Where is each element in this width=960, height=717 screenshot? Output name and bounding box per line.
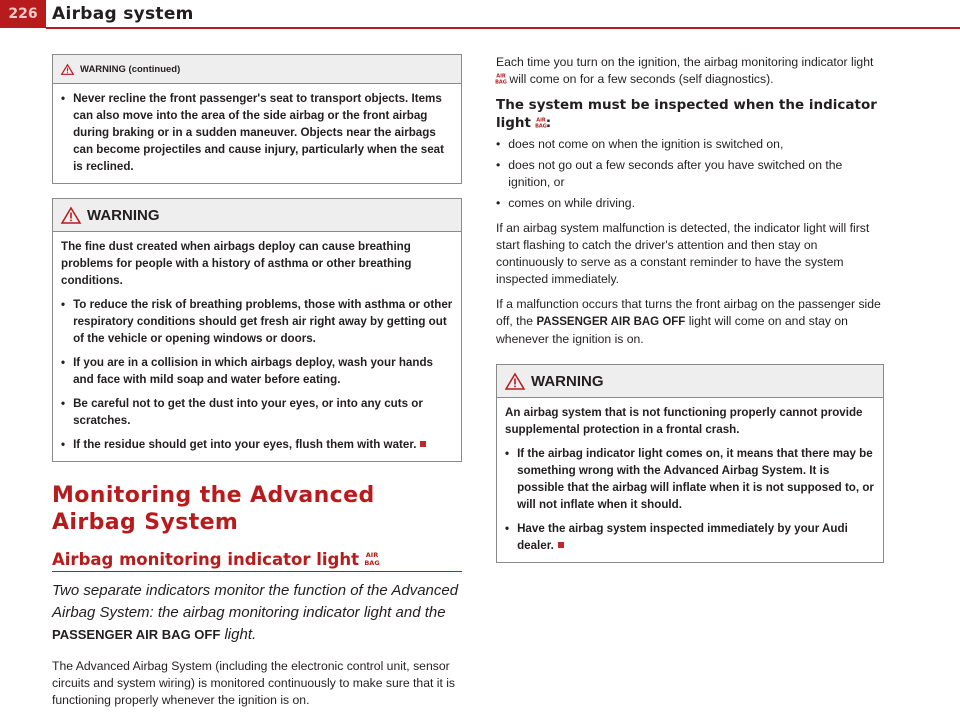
end-of-section-mark bbox=[420, 441, 426, 447]
inspection-subhead: The system must be inspected when the indicator light AIR BAG : bbox=[496, 97, 877, 131]
svg-text:AIR: AIR bbox=[365, 551, 378, 559]
right-column bbox=[496, 54, 884, 577]
warning-dust-header bbox=[53, 199, 461, 232]
malfunction-paragraph: If an airbag system malfunction is detected, the indicator light will first start flashing to catch the driver's attention and then stay on continuously to serve as a constant reminder to have the system inspected immediately. bbox=[496, 221, 870, 286]
header-rule bbox=[46, 27, 960, 29]
section-intro: Two separate indicators monitor the function of the Advanced Airbag System: the airbag monitoring indicator light and the PASSENGER AIR BAG OFF light. bbox=[52, 582, 459, 643]
left-column bbox=[52, 54, 462, 717]
self-diagnostics-paragraph: Each time you turn on the ignition, the airbag monitoring indicator light AIR BAG will come on for a few seconds (self diagnostics). bbox=[495, 55, 874, 86]
warning-dust-bullet: • If you are in a collision in which airbags deploy, wash your hands and face with mild soap and water before eating. bbox=[61, 356, 433, 386]
warning-continued-header bbox=[53, 55, 461, 84]
warning-dust-box bbox=[52, 198, 462, 462]
end-of-section-mark bbox=[558, 542, 564, 548]
warning-system-box bbox=[496, 364, 884, 563]
airbag-indicator-icon bbox=[536, 116, 546, 129]
warning-triangle-icon bbox=[61, 207, 81, 224]
svg-text:AIR: AIR bbox=[496, 73, 506, 80]
warning-triangle-icon bbox=[61, 64, 74, 75]
inspection-bullet: • does not come on when the ignition is switched on, bbox=[496, 137, 784, 151]
warning-dust-heading: WARNING bbox=[87, 207, 160, 224]
warning-system-header bbox=[497, 365, 883, 398]
passenger-off-paragraph: If a malfunction occurs that turns the front airbag on the passenger side off, the PASSENGER AIR BAG OFF light will come on and stay on whenever the ignition is on. bbox=[496, 297, 881, 346]
page-number: 226 bbox=[0, 0, 46, 28]
warning-triangle-icon bbox=[505, 373, 525, 390]
airbag-indicator-icon bbox=[496, 72, 506, 85]
inspection-bullet: • comes on while driving. bbox=[496, 196, 635, 210]
svg-text:AIR: AIR bbox=[535, 117, 546, 124]
warning-dust-intro: The fine dust created when airbags deploy can cause breathing problems for people with a history of asthma or other breathing conditions. bbox=[61, 240, 412, 287]
svg-text:BAG: BAG bbox=[495, 79, 507, 86]
inspection-bullet: • does not go out a few seconds after you have switched on the ignition, or bbox=[496, 158, 843, 189]
svg-text:BAG: BAG bbox=[534, 123, 547, 130]
warning-dust-bullet: • To reduce the risk of breathing problems, those with asthma or other respiratory conditions should get fresh air right away by getting out of the vehicle or opening windows or doors. bbox=[61, 298, 453, 345]
warning-system-bullet: • Have the airbag system inspected immediately by your Audi dealer. bbox=[505, 522, 848, 552]
svg-text:BAG: BAG bbox=[364, 559, 380, 567]
header-title: Airbag system bbox=[52, 4, 194, 24]
airbag-indicator-icon bbox=[365, 550, 379, 567]
warning-dust-bullet: • If the residue should get into your eyes, flush them with water. bbox=[61, 436, 453, 453]
section-body: The Advanced Airbag System (including the electronic control unit, sensor circuits and system wiring) is monitored continuously to make sure that it is functioning properly whenever the ignition is on. bbox=[52, 659, 456, 707]
section-title: Monitoring the Advanced Airbag System bbox=[52, 483, 375, 535]
warning-continued-heading: WARNING (continued) bbox=[80, 64, 181, 75]
section-subtitle: Airbag monitoring indicator light AIR BAG bbox=[52, 550, 462, 572]
warning-dust-bullet: • Be careful not to get the dust into your eyes, or into any cuts or scratches. bbox=[61, 397, 423, 427]
warning-system-bullet: • If the airbag indicator light comes on, it means that there may be something wrong with the Advanced Airbag System. It is possible that the airbag will inflate when it is not supposed to, or will not inflate when it should. bbox=[505, 447, 874, 511]
warning-system-heading: WARNING bbox=[531, 373, 604, 390]
warning-continued-bullet: • Never recline the front passenger's seat to transport objects. Items can also move into the area of the side airbag or the front airbag during braking or in a sudden maneuver. Objects near the airbags can become projectiles and cause injury, particularly when the seat is reclined. bbox=[61, 92, 444, 173]
warning-continued-box bbox=[52, 54, 462, 184]
warning-system-intro: An airbag system that is not functioning properly cannot provide supplemental protection in a frontal crash. bbox=[505, 406, 863, 436]
